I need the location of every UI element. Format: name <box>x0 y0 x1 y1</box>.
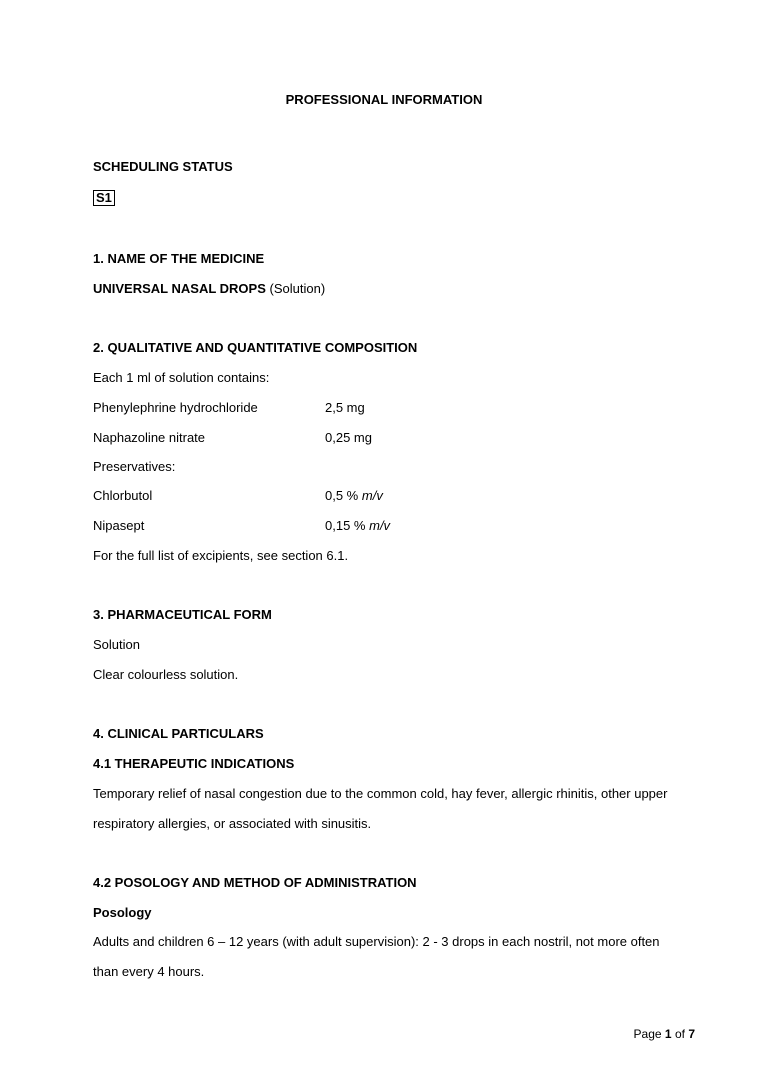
form-description: Clear colourless solution. <box>93 667 239 682</box>
scheduling-heading: SCHEDULING STATUS <box>93 159 233 174</box>
pharmaceutical-form: Solution <box>93 637 140 652</box>
medicine-name: UNIVERSAL NASAL DROPS <box>93 281 266 296</box>
indications-line-1: Temporary relief of nasal congestion due to the common cold, hay fever, allergic rhinitis, other upper <box>93 786 668 801</box>
section-4-heading: 4. CLINICAL PARTICULARS <box>93 726 264 741</box>
page-label: Page <box>633 1027 662 1041</box>
preservative-amount: 0,5 % m/v <box>325 488 383 503</box>
preservative-amount: 0,15 % m/v <box>325 518 391 533</box>
ingredient-amount: 2,5 mg <box>325 400 365 415</box>
preservative-unit: m/v <box>369 518 391 533</box>
section-1-heading: 1. NAME OF THE MEDICINE <box>93 251 265 266</box>
section-4-2-heading: 4.2 POSOLOGY AND METHOD OF ADMINISTRATION <box>93 875 417 890</box>
excipients-note: For the full list of excipients, see section 6.1. <box>93 548 349 563</box>
preservative-name: Chlorbutol <box>93 488 153 503</box>
indications-line-2: respiratory allergies, or associated with sinusitis. <box>93 816 372 831</box>
preservative-name: Nipasept <box>93 518 145 533</box>
posology-line-2: than every 4 hours. <box>93 964 205 979</box>
section-4-1-heading: 4.1 THERAPEUTIC INDICATIONS <box>93 756 295 771</box>
scheduling-status-row <box>93 190 115 206</box>
preservatives-label: Preservatives: <box>93 459 176 474</box>
page-of-label: of <box>674 1027 685 1041</box>
posology-heading: Posology <box>93 905 152 920</box>
medicine-form-note: (Solution) <box>269 281 326 296</box>
page-current: 1 <box>664 1027 672 1041</box>
scheduling-status-badge: S1 <box>93 190 115 206</box>
page-number <box>634 1027 695 1041</box>
composition-intro: Each 1 ml of solution contains: <box>93 370 270 385</box>
medicine-name-line <box>93 281 325 297</box>
section-2-heading: 2. QUALITATIVE AND QUANTITATIVE COMPOSITION <box>93 340 418 355</box>
page-total: 7 <box>688 1027 695 1041</box>
ingredient-amount: 0,25 mg <box>325 430 372 445</box>
section-3-heading: 3. PHARMACEUTICAL FORM <box>93 607 272 622</box>
posology-line-1: Adults and children 6 – 12 years (with adult supervision): 2 - 3 drops in each nostril, not more often <box>93 934 660 949</box>
preservative-unit: m/v <box>361 488 383 503</box>
ingredient-name: Naphazoline nitrate <box>93 430 206 445</box>
document-title: PROFESSIONAL INFORMATION <box>285 92 483 107</box>
ingredient-name: Phenylephrine hydrochloride <box>93 400 258 415</box>
